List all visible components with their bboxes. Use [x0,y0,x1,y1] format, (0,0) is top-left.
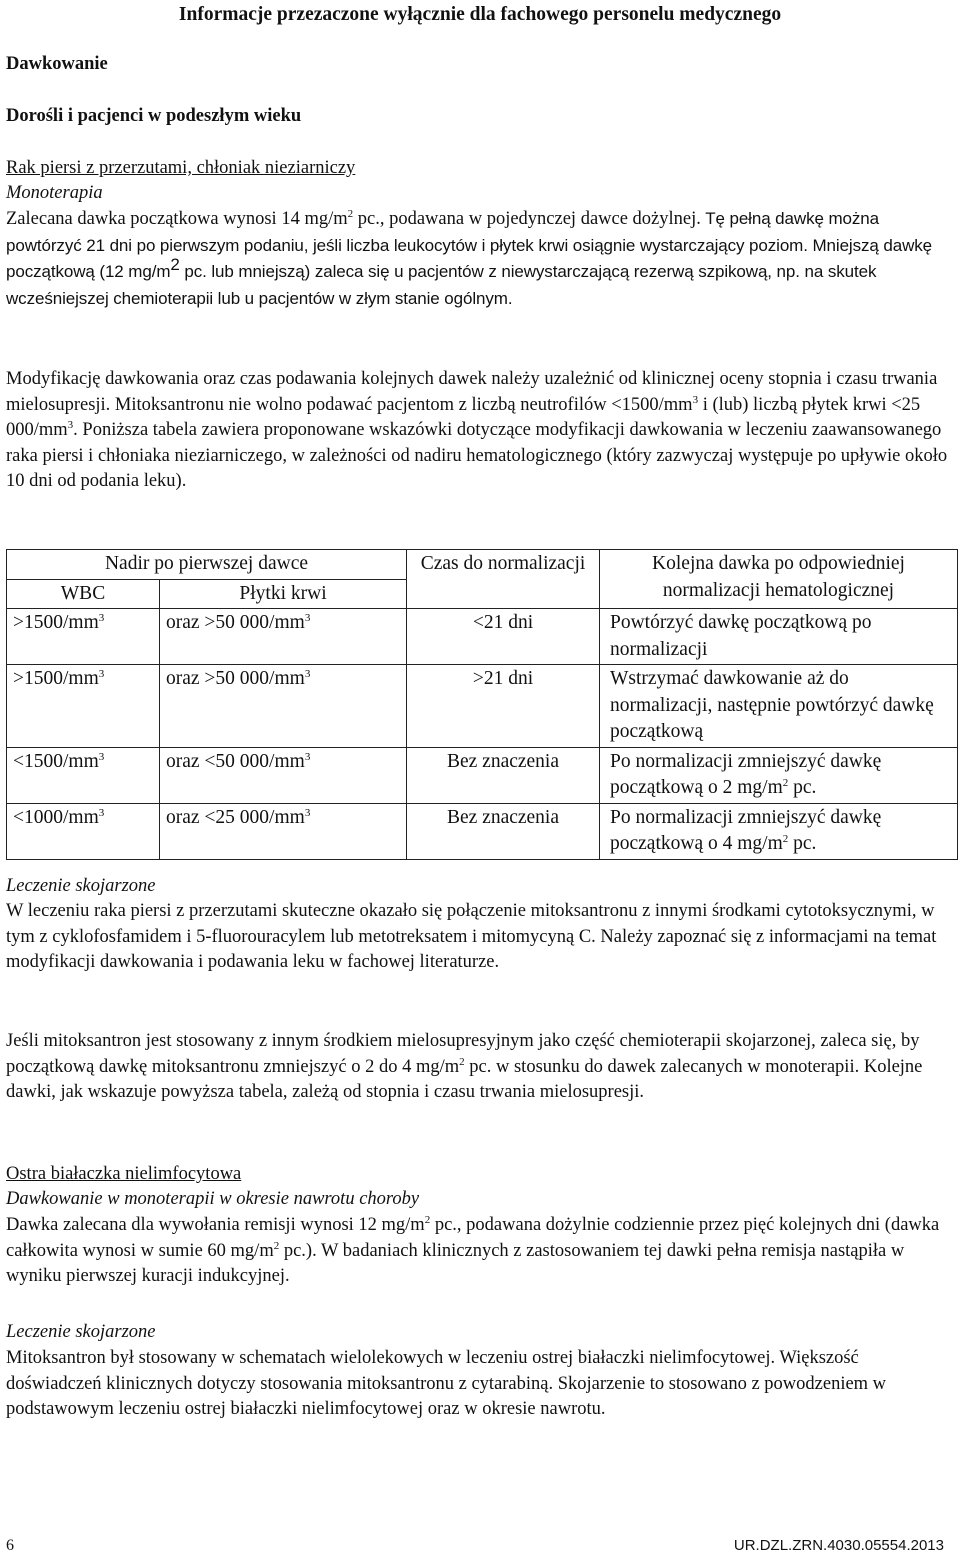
cell-time: Bez znaczenia [407,803,600,859]
cell-platelets: oraz <50 $000/mm^3$ [160,747,407,803]
cell-time: Bez znaczenia [407,747,600,803]
combination-paragraph-2: Jeśli mitoksantron jest stosowany z innym środkiem mielosupresyjnym jako część chemioterapii skojarzonej, zaleca się, by początkową dawkę mitoksantronu zmniejszyć o 2 do 4 $mg/m^2$ pc. w stosunku do dawek zalecanych w monoterapii. Kolejne dawki, jak wskazuje powyższa tabela, zależą od stopnia i czasu trwania mielosupresji. [6,1031,923,1102]
monotherapy-paragraph: Zalecana dawka początkowa wynosi 14 $mg/m^2$ pc., podawana w pojedynczej dawce dożylnej. Tę pełną dawkę można powtórzyć 21 dni po pierwszym podaniu, jeśli liczba leukocytów i płytek krwi osiągnie wystarczający poziom. Mniejszą dawkę początkową (12 $mg/m^2$ pc. lub mniejszą) zaleca się u pacjentów z niewystarczającą rezerwą szpikową, np. na skutek wcześniejszej chemioterapii lub u pacjentów w złym stanie ogólnym. [6,208,933,308]
header-next-dose: Kolejna dawka po odpowiedniej normalizacji hematologicznej [600,550,958,609]
cell-wbc: $<1500/mm^3$ [7,747,160,803]
cell-time: <21 dni [407,609,600,665]
breast-cancer-heading: Rak piersi z przerzutami, chłoniak nieziarniczy [6,158,356,178]
aml-subheading: Dawkowanie w monoterapii w okresie nawrotu choroby [6,1189,420,1209]
cell-dose: Po normalizacji zmniejszyć dawkę początkową o 2 $mg/m^2$ pc. [600,747,958,803]
cell-dose: Po normalizacji zmniejszyć dawkę początkową o 4 $mg/m^2$ pc. [600,803,958,859]
table-row [7,747,958,803]
cell-platelets: oraz >50 $000/mm^3$ [160,665,407,748]
aml-heading: Ostra białaczka nielimfocytowa [6,1164,242,1184]
cell-wbc: $<1000/mm^3$ [7,803,160,859]
header-platelets: Płytki krwi [160,579,407,609]
table-header-row [7,550,958,580]
dose-modification-table [6,549,958,860]
cell-platelets: oraz <25 $000/mm^3$ [160,803,407,859]
combination-paragraph-1: W leczeniu raka piersi z przerzutami skuteczne okazało się połączenie mitoksantronu z innymi środkami cytotoksycznymi, w tym z cyklofosfamidem i 5-fluorouracylem lub metotreksatem i mitomycyną C. Należy zapoznać się z informacjami na temat modyfikacji dawkowania i podawania leku w fachowej literaturze. [6,901,937,972]
modification-paragraph: Modyfikację dawkowania oraz czas podawania kolejnych dawek należy uzależnić od klinicznej oceny stopnia i czasu trwania mielosupresji. Mitoksantronu nie wolno podawać pacjentom z liczbą neutrofilów $<1500/mm^3$ i (lub) liczbą płytek krwi <25 $000/mm^3$. Poniższa tabela zawiera proponowane wskazówki dotyczące modyfikacji dawkowania w leczeniu zaawansowanego raka piersi i chłoniaka nieziarniczego, w zależności od nadiru hematologicznego (który zazwyczaj występuje po upływie około 10 dni od podania leku). [6,369,948,491]
combination-heading-1: Leczenie skojarzone [6,876,156,896]
table-row [7,803,958,859]
header-time: Czas do normalizacji [407,550,600,609]
page-number: 6 [6,1537,14,1554]
header-nadir: Nadir po pierwszej dawce [7,550,407,580]
cell-platelets: oraz >50 $000/mm^3$ [160,609,407,665]
aml-paragraph: Dawka zalecana dla wywołania remisji wynosi 12 $mg/m^2$ pc., podawana dożylnie codziennie przez pięć kolejnych dni (dawka całkowita wynosi w sumie 60 $mg/m^2$ pc.). W badaniach klinicznych z zastosowaniem tej dawki pełna remisja nastąpiła w wyniku pierwszej kuracji indukcyjnej. [6,1214,940,1286]
combination-paragraph-3: Mitoksantron był stosowany w schematach wielolekowych w leczeniu ostrej białaczki nielimfocytowej. Większość doświadczeń klinicznych dotyczy stosowania mitoksantronu z cytarabiną. Skojarzenie to stosowano z powodzeniem w podstawowym leczeniu ostrej białaczki nielimfocytowej oraz w okresie nawrotu. [6,1348,887,1419]
table-row [7,665,958,748]
cell-wbc: $>1500/mm^3$ [7,665,160,748]
combination-heading-2: Leczenie skojarzone [6,1322,156,1342]
document-code: UR.DZL.ZRN.4030.05554.2013 [733,1537,944,1554]
cell-dose: Powtórzyć dawkę początkową po normalizacji [600,609,958,665]
subsection-title: Dorośli i pacjenci w podeszłym wieku [6,106,302,126]
section-title: Dawkowanie [6,54,108,74]
cell-dose: Wstrzymać dawkowanie aż do normalizacji, następnie powtórzyć dawkę początkową [600,665,958,748]
cell-wbc: $>1500/mm^3$ [7,609,160,665]
page-header: Informacje przezaczone wyłącznie dla fachowego personelu medycznego [178,4,782,25]
header-wbc: WBC [7,579,160,609]
monotherapy-subheading: Monoterapia [6,183,103,203]
cell-time: >21 dni [407,665,600,748]
table-row [7,609,958,665]
